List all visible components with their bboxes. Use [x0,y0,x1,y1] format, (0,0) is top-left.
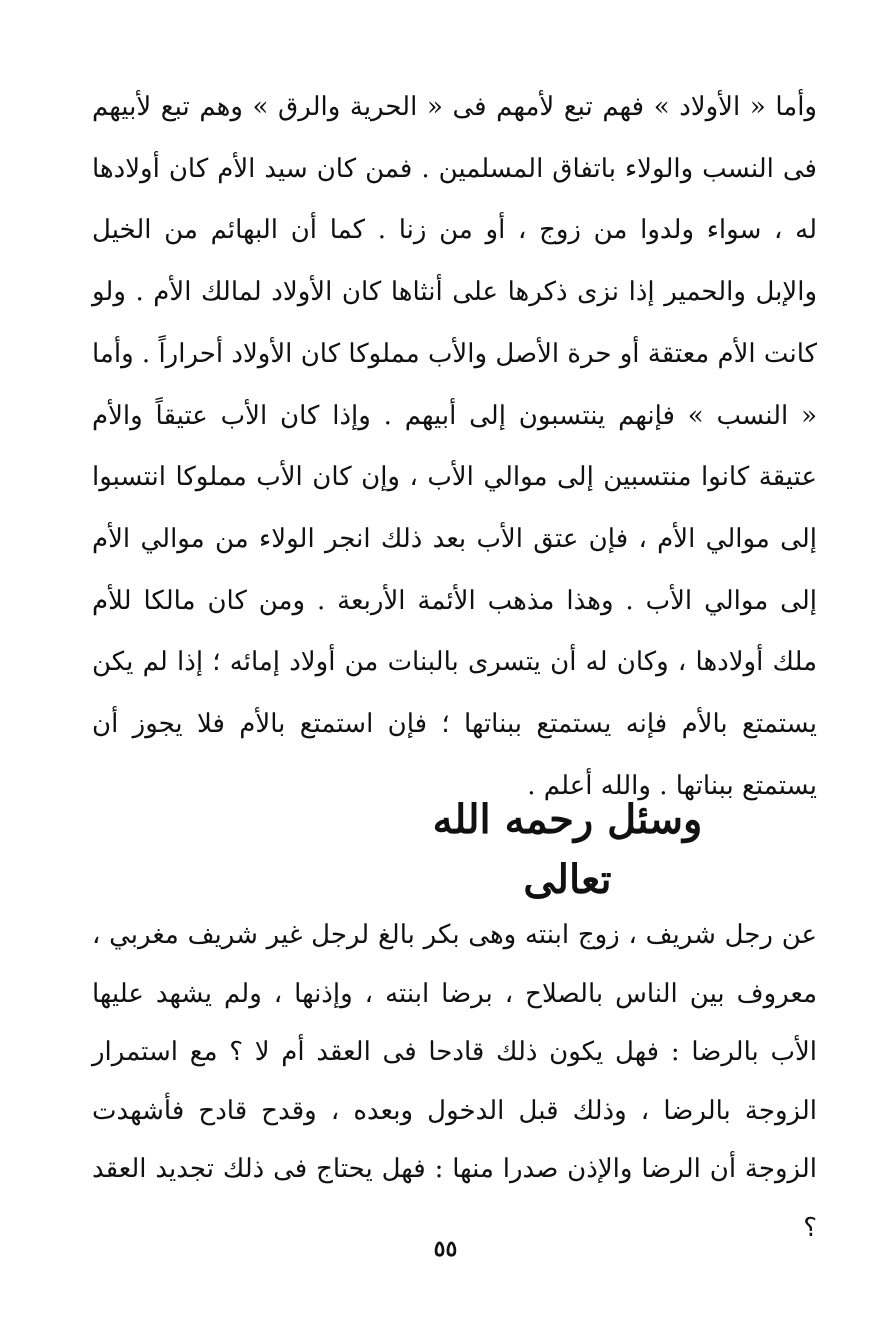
body-paragraph-2: عن رجل شريف ، زوج ابنته وهى بكر بالغ لرجل غير شريف مغربي ، معروف بين الناس بالصلاح ، برضا ابنته ، وإذنها ، ولم يشهد عليها الأب بالرضا : فهل يكون ذلك قادحا فى العقد أم لا ؟ مع استمرار الزوجة بالرضا ، وذلك قبل الدخول وبعده ، وقدح قادح فأشهدت الزوجة أن الرضا والإذن صدرا منها : فهل يحتاج فى ذلك تجديد العقد ؟ [92,920,817,1243]
paragraph-block-1 [92,77,817,817]
paragraph-block-2 [92,906,817,1257]
section-heading: وسئل رحمه الله تعالى [432,796,703,903]
page-number: ٥٥ [433,1236,458,1262]
body-paragraph-1: وأما « الأولاد » فهم تبع لأمهم فى « الحرية والرق » وهم تبع لأبيهم فى النسب والولاء باتفاق المسلمين . فمن كان سيد الأم كان أولادها له ، سواء ولدوا من زوج ، أو من زنا . كما أن البهائم من الخيل والإبل والحمير إذا نزى ذكرها على أنثاها كان الأولاد لمالك الأم . ولو كانت الأم معتقة أو حرة الأصل والأب مملوكا كان الأولاد أحراراً . وأما « النسب » فإنهم ينتسبون إلى أبيهم . وإذا كان الأب عتيقاً والأم عتيقة كانوا منتسبين إلى موالي الأب ، وإن كان الأب مملوكا انتسبوا إلى موالي الأم ، فإن عتق الأب بعد ذلك انجر الولاء من موالي الأم إلى موالي الأب . وهذا مذهب الأئمة الأربعة . ومن كان مالكا للأم ملك أولادها ، وكان له أن يتسرى بالبنات من أولاد إمائه ؛ إذا لم يكن يستمتع بالأم فإنه يستمتع ببناتها ؛ فإن استمتع بالأم فلا يجوز أن يستمتع ببناتها . والله أعلم . [92,92,817,801]
